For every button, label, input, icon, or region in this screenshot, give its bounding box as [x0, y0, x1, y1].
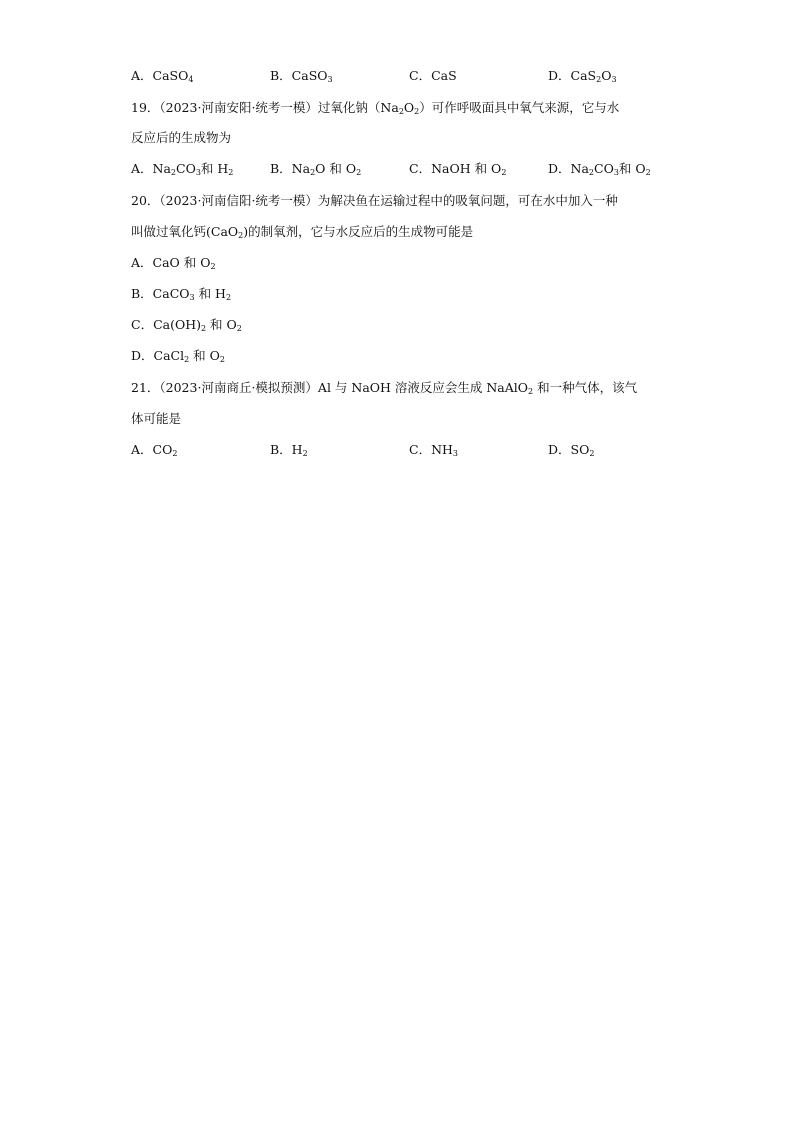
q20-stem-line1: 20．（2023·河南信阳·统考一模）为解决鱼在运输过程中的吸氧问题，可在水中加入一种: [131, 193, 618, 208]
q20-option-a: A．CaO 和 $O_2$: [131, 255, 216, 271]
q21-option-c: C．$NH_3$: [409, 442, 458, 458]
q18-option-d: D．$CaS_2O_3$: [548, 68, 617, 84]
q21-option-b: B．$H_2$: [270, 442, 308, 458]
q20-option-b: B．CaCO$_3$ 和 $H_2$: [131, 286, 232, 302]
q19-option-a: A．$Na_2CO_3$和 $H_2$: [131, 161, 234, 177]
q21-option-a: A．$CO_2$: [131, 442, 178, 458]
q20-stem-line2: 叫做过氧化钙(CaO$_2$)的制氧剂，它与水反应后的生成物可能是: [131, 224, 474, 240]
q19-option-b: B．$Na_2O$ 和 $O_2$: [270, 161, 362, 177]
q21-stem-line1: 21．（2023·河南商丘·模拟预测）Al 与 NaOH 溶液反应会生成 NaAlO$_2$ 和一种气体，该气: [131, 380, 638, 396]
q20-option-d: D．CaCl$_2$ 和 $O_2$: [131, 348, 225, 364]
q18-option-b: B．CaSO$_3$: [270, 68, 333, 84]
q18-option-c: C．CaS: [409, 68, 457, 83]
q19-option-c: C．NaOH 和 $O_2$: [409, 161, 507, 177]
q21-option-d: D．$SO_2$: [548, 442, 595, 458]
q19-option-d: D．$Na_2CO_3$和 $O_2$: [548, 161, 651, 177]
q18-option-a: A．CaSO$_4$: [131, 68, 194, 84]
q19-stem-line2: 反应后的生成物为: [131, 130, 232, 145]
q19-stem-line1: 19．（2023·河南安阳·统考一模）过氧化钠$(Na_2O_2)$可作呼吸面具中氧气来源，它与水: [131, 100, 620, 116]
q21-stem-line2: 体可能是: [131, 411, 182, 426]
q20-option-c: C．$Ca(OH)_2$ 和 $O_2$: [131, 317, 242, 333]
